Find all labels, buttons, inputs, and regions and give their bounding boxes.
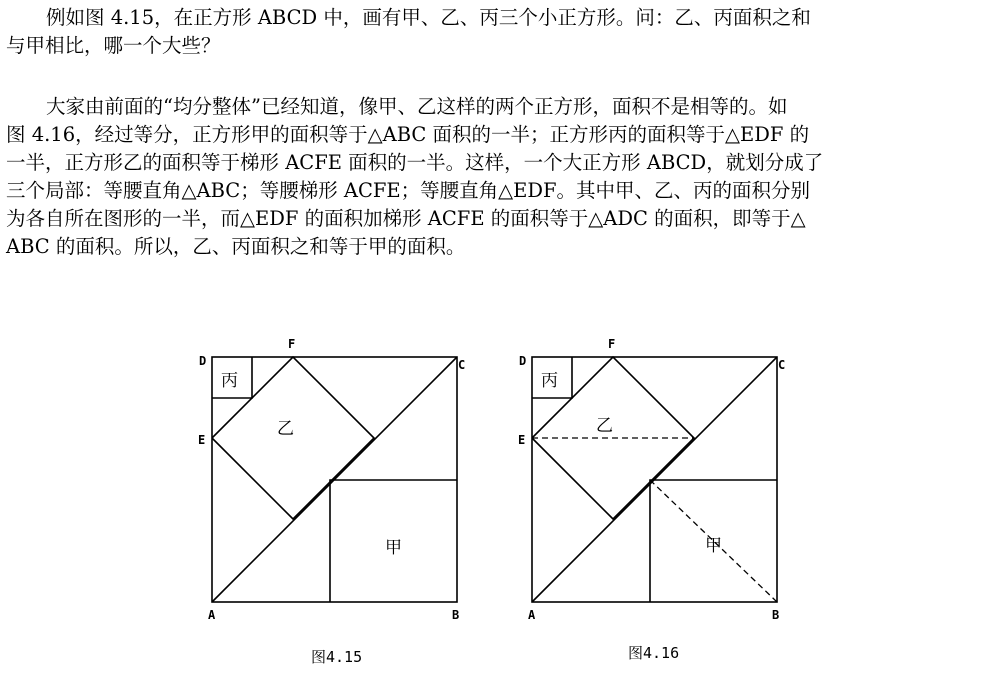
point-c-label: C xyxy=(778,358,786,372)
figure-caption: 图4.15 xyxy=(311,648,363,666)
point-a-label: A xyxy=(528,608,536,622)
paragraph-2-line-6: ABC 的面积。所以，乙、丙面积之和等于甲的面积。 xyxy=(6,235,466,258)
paragraph-1 xyxy=(6,4,974,60)
paragraph-2 xyxy=(6,93,974,261)
paragraph-1-line-1: 例如图 4.15，在正方形 ABCD 中，画有甲、乙、丙三个小正方形。问：乙、丙面积之和 xyxy=(46,6,811,29)
point-b-label: B xyxy=(452,608,460,622)
paragraph-1-line-2: 与甲相比，哪一个大些？ xyxy=(6,34,221,57)
region-jia-label: 甲 xyxy=(385,538,402,558)
point-d-label: D xyxy=(199,354,207,368)
paragraph-2-line-2: 图 4.16，经过等分，正方形甲的面积等于△ABC 面积的一半；正方形丙的面积等于△EDF 的 xyxy=(6,123,810,146)
paragraph-2-line-4: 三个局部：等腰直角△ABC；等腰梯形 ACFE；等腰直角△EDF。其中甲、乙、丙的面积分别 xyxy=(6,179,811,202)
point-c-label: C xyxy=(458,358,466,372)
point-f-label: F xyxy=(288,337,296,351)
paragraph-2-line-3: 一半，正方形乙的面积等于梯形 ACFE 面积的一半。这样，一个大正方形 ABCD，就划分成了 xyxy=(6,151,824,174)
point-e-label: E xyxy=(198,433,206,447)
point-d-label: D xyxy=(519,354,527,368)
paragraph-2-line-1: 大家由前面的“均分整体”已经知道，像甲、乙这样的两个正方形，面积不是相等的。如 xyxy=(46,95,788,118)
point-a-label: A xyxy=(208,608,216,622)
figure-4-16 xyxy=(510,330,800,670)
figure-4-15 xyxy=(190,330,480,670)
region-bing-label: 丙 xyxy=(541,371,558,391)
point-b-label: B xyxy=(772,608,780,622)
region-jia-label: 甲 xyxy=(705,536,722,556)
figure-caption: 图4.16 xyxy=(628,644,680,662)
region-yi-label: 乙 xyxy=(596,416,613,436)
point-f-label: F xyxy=(608,337,616,351)
region-bing-label: 丙 xyxy=(221,371,238,391)
region-yi-label: 乙 xyxy=(277,419,294,439)
point-e-label: E xyxy=(518,433,526,447)
paragraph-2-line-5: 为各自所在图形的一半，而△EDF 的面积加梯形 ACFE 的面积等于△ADC 的面积，即等于△ xyxy=(6,207,806,230)
